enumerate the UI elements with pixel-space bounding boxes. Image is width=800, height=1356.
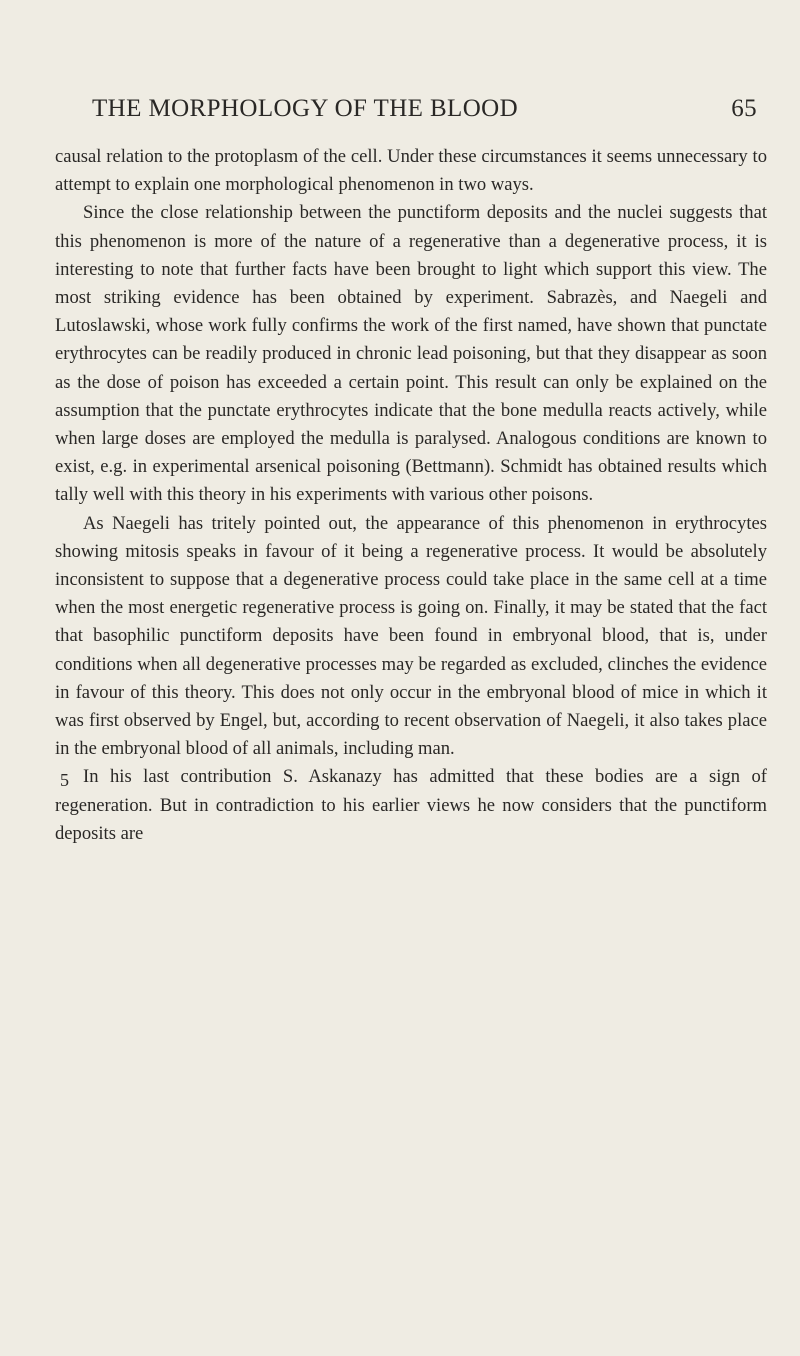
page-number: 65 (731, 95, 757, 122)
signature-mark: 5 (60, 770, 69, 790)
paragraph: Since the close relationship between the punctiform deposits and the nuclei suggests that this phenomenon is more of the nature of a regenerative than a degenerative process, it is interesting to note that further facts have been brought to light which support this view. The most striking evidence has been obtained by experiment. Sabrazès, and Naegeli and Lutoslawski, whose work fully confirms the work of the first named, have shown that punctate erythrocytes can be readily produced in chronic lead poisoning, but that they disappear as soon as the dose of poison has exceeded a certain point. This result can only be explained on the assumption that the punctate erythrocytes indicate that the bone medulla reacts actively, while when large doses are employed the medulla is paralysed. Analogous conditions are known to exist, e.g. in experimental arsenical poisoning (Bettmann). Schmidt has obtained results which tally well with this theory in his experiments with various other poisons. (55, 202, 767, 506)
running-title: THE MORPHOLOGY OF THE BLOOD (92, 95, 519, 122)
paragraph: As Naegeli has tritely pointed out, the appearance of this phenomenon in erythrocytes showing mitosis speaks in favour of it being a regenerative process. It would be absolutely inconsistent to suppose that a degenerative process could take place in the same cell at a time when the most energetic regenerative process is going on. Finally, it may be stated that the fact that basophilic punctiform deposits have been found in embryonal blood, that is, under conditions when all degenerative processes may be regarded as excluded, clinches the evidence in favour of this theory. This does not only occur in the embryonal blood of mice in which it was first observed by Engel, but, according to recent observation of Naegeli, it also takes place in the embryonal blood of all animals, including man. (55, 512, 767, 760)
running-head (92, 95, 757, 127)
paragraph: In his last contribution S. Askanazy has admitted that these bodies are a sign of regeneration. But in contradiction to his earlier views he now considers that the punctiform deposits are (55, 766, 767, 844)
body-text (55, 143, 767, 848)
paragraph-continuation: causal relation to the protoplasm of the cell. Under these circumstances it seems unnecessary to attempt to explain one morphological phenomenon in two ways. (55, 146, 767, 196)
